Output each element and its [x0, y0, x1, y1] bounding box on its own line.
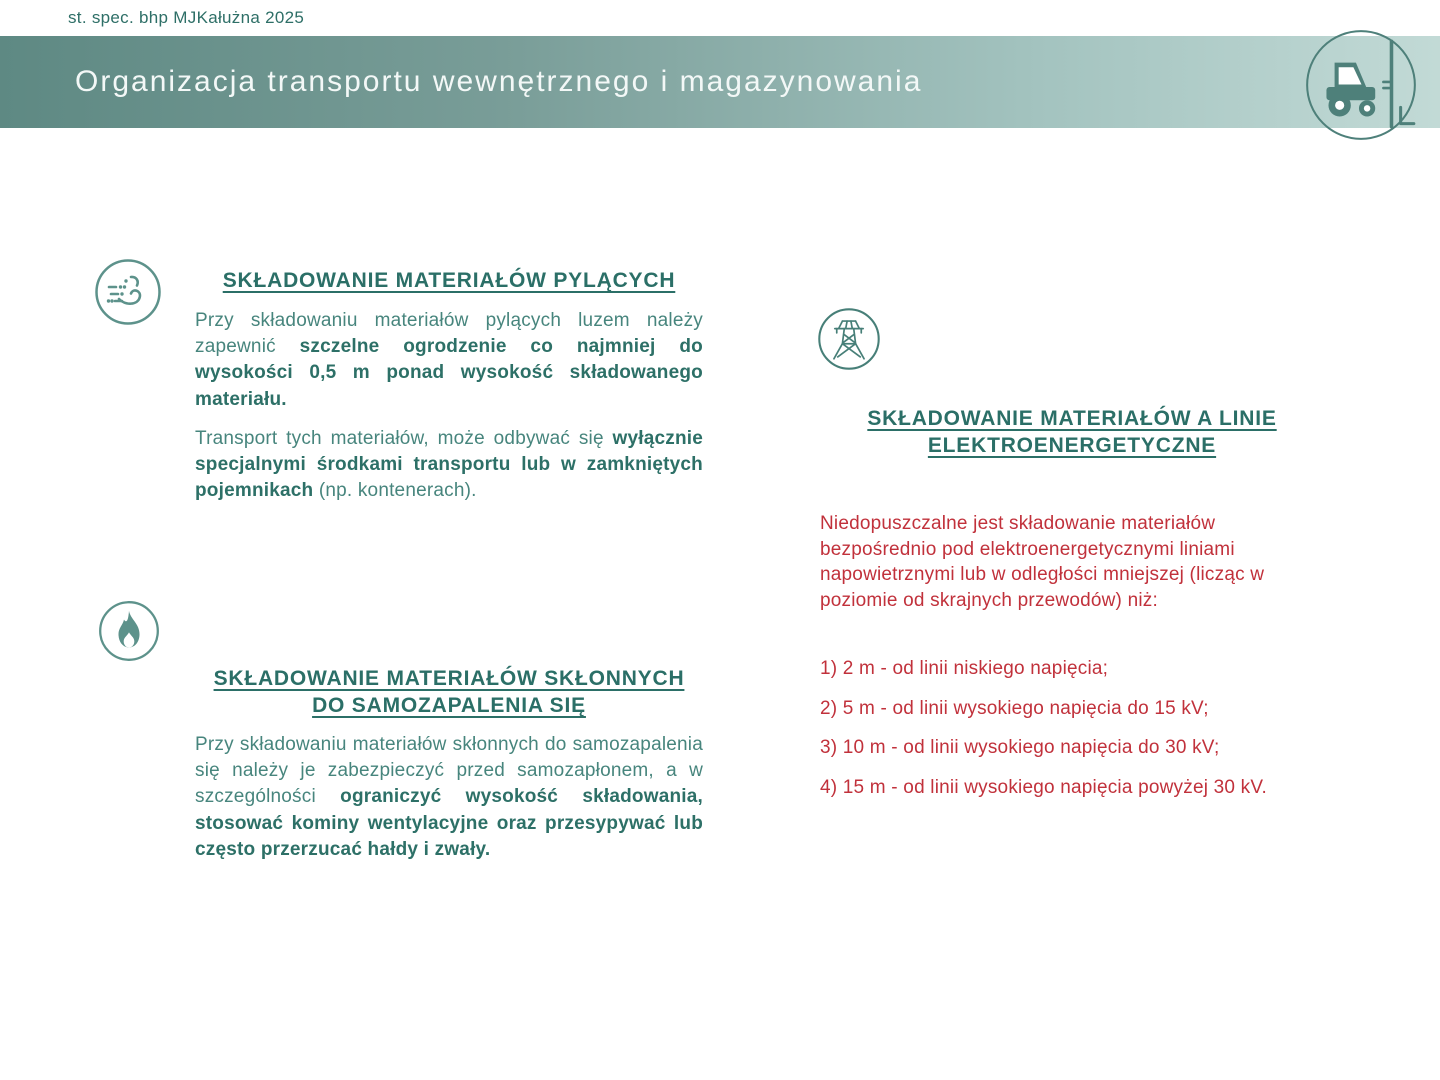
list-item: 1) 2 m - od linii niskiego napięcia;	[820, 658, 1109, 679]
paragraph-power-lines-intro: Niedopuszczalne jest składowanie materiałów bezpośrednio pod elektroenergetycznymi liniami napowietrznymi lub w odległości mniejszej (licząc w poziomie od skrajnych przewodów) niż:	[820, 513, 1265, 611]
fire-icon	[97, 599, 161, 668]
paragraph-self-ignition	[195, 732, 703, 863]
paragraph-text: Przy składowaniu materiałów pylących luzem należy zapewnić	[195, 310, 703, 358]
power-lines-icon	[816, 306, 882, 377]
paragraph-text: Transport tych materiałów, może odbywać się	[195, 428, 613, 449]
heading-self-ignition: SKŁADOWANIE MATERIAŁÓW SKŁONNYCH DO SAMOZAPALENIA SIĘ	[213, 667, 685, 717]
paragraph-text-bold: wyłącznie specjalnymi środkami transportu lub w zamkniętych pojemnikach	[195, 428, 703, 502]
paragraph-dusty-2	[195, 426, 703, 505]
heading-dusty-materials: SKŁADOWANIE MATERIAŁÓW PYLĄCYCH	[222, 269, 676, 292]
paragraph-dusty-1	[195, 308, 703, 413]
dust-icon	[93, 257, 163, 332]
list-item: 2) 5 m - od linii wysokiego napięcia do 15 kV;	[820, 697, 1209, 719]
forklift-icon	[1298, 22, 1424, 148]
paragraph-text-bold: szczelne ogrodzenie co najmniej do wysokości 0,5 m ponad wysokość składowanego materiału.	[195, 336, 703, 410]
list-item: 4) 15 m - od linii wysokiego napięcia powyżej 30 kV.	[820, 776, 1267, 798]
page-title: Organizacja transportu wewnętrznego i magazynowania	[75, 65, 923, 98]
list-item: 3) 10 m - od linii wysokiego napięcia do 30 kV;	[820, 737, 1220, 759]
author-note: st. spec. bhp MJKałużna 2025	[68, 8, 305, 27]
heading-power-lines: SKŁADOWANIE MATERIAŁÓW A LINIE ELEKTROENERGETYCZNE	[867, 407, 1277, 457]
paragraph-text: Przy składowaniu materiałów skłonnych do samozapalenia się należy je zabezpieczyć przed samozapłonem, a w szczególności	[195, 734, 703, 808]
header-band	[0, 36, 1440, 128]
paragraph-text-bold: ograniczyć wysokość składowania, stosować kominy wentylacyjne oraz przesypywać lub często przerzucać hałdy i zwały.	[195, 786, 704, 860]
power-lines-distance-list	[820, 656, 1325, 814]
paragraph-text: (np. kontenerach).	[318, 480, 477, 502]
